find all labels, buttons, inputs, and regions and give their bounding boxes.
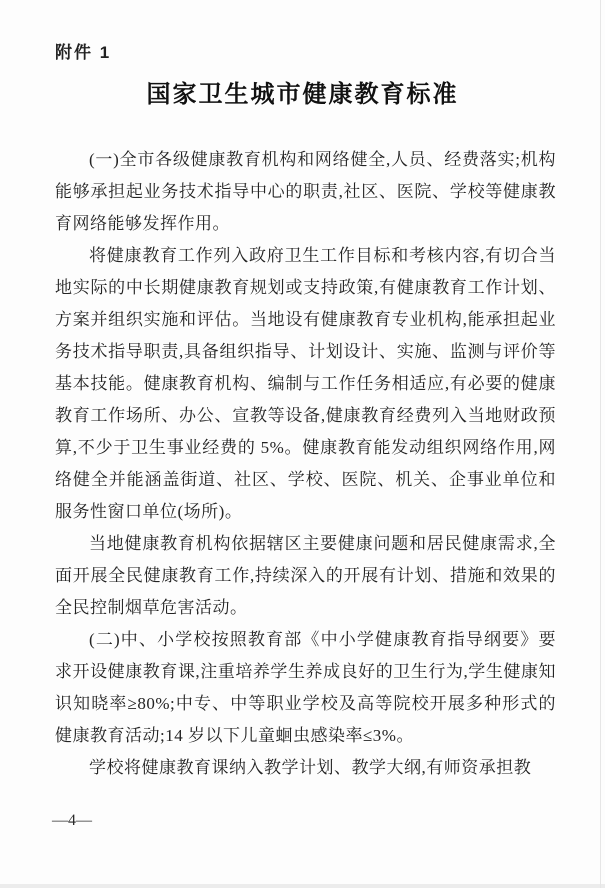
scan-edge-bottom	[0, 884, 605, 888]
paragraph-5: 学校将健康教育课纳入教学计划、教学大纲,有师资承担教	[89, 758, 532, 777]
document-body	[55, 144, 556, 784]
page-title: 国家卫生城市健康教育标准	[146, 81, 459, 108]
scan-edge-right	[600, 0, 601, 888]
paragraph-2: 将健康教育工作列入政府卫生工作目标和考核内容,有切合当地实际的中长期健康教育规划或支持政策,有健康教育工作计划、方案并组织实施和评估。当地设有健康教育专业机构,能承担起业务技术指导职责,具备组织指导、计划设计、实施、监测与评价等基本技能。健康教育机构、编制与工作任务相适应,有必要的健康教育工作场所、办公、宣教等设备,健康教育经费列入当地财政预算,不少于卫生事业经费的 5%。健康教育能发动组织网络作用,网络健全并能涵盖街道、社区、学校、医院、机关、企事业单位和服务性窗口单位(场所)。	[55, 246, 556, 521]
attachment-label: 附件 1	[55, 43, 112, 62]
page-number: —4—	[52, 812, 92, 829]
paragraph-3: 当地健康教育机构依据辖区主要健康问题和居民健康需求,全面开展全民健康教育工作,持续深入的开展有计划、措施和效果的全民控制烟草危害活动。	[55, 534, 556, 617]
paragraph-4: (二)中、小学校按照教育部《中小学健康教育指导纲要》要求开设健康教育课,注重培养学生养成良好的卫生行为,学生健康知识知晓率≥80%;中专、中等职业学校及高等院校开展多种形式的健康教育活动;14 岁以下儿童蛔虫感染率≤3%。	[55, 630, 556, 745]
paragraph-1: (一)全市各级健康教育机构和网络健全,人员、经费落实;机构能够承担起业务技术指导中心的职责,社区、医院、学校等健康教育网络能够发挥作用。	[55, 150, 556, 233]
